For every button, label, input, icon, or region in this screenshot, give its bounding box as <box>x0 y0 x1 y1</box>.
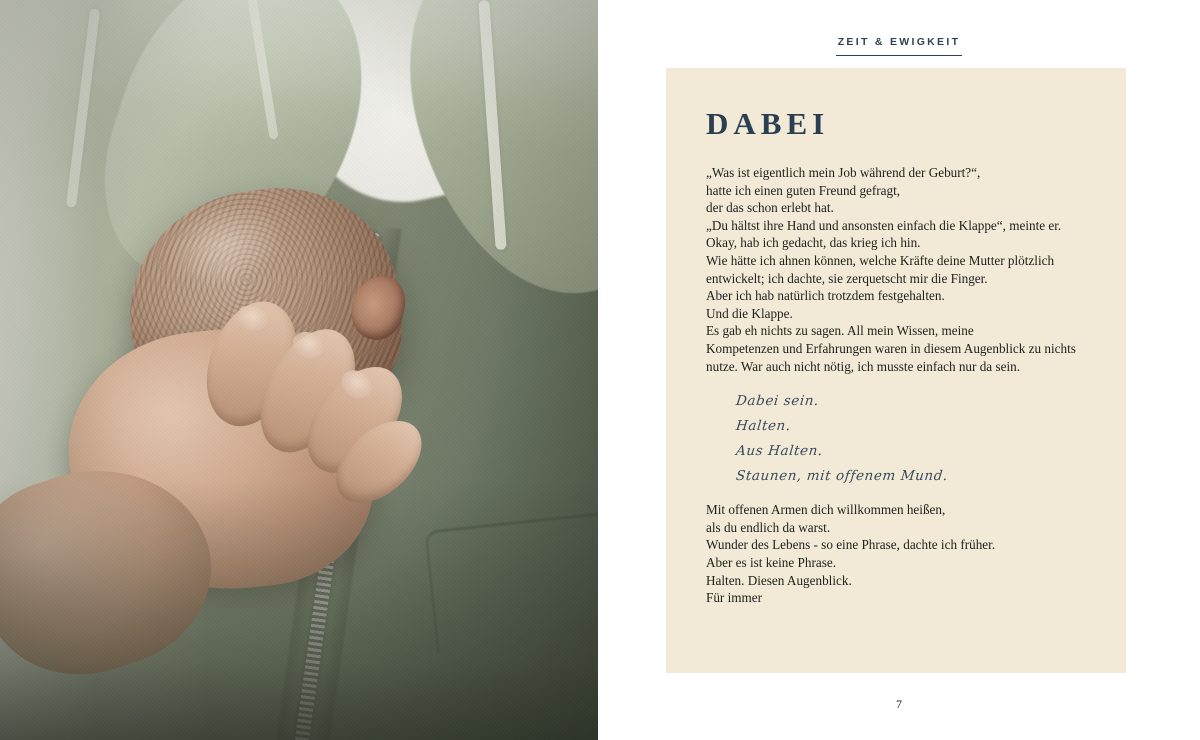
poem-line: entwickelt; ich dachte, sie zerquetscht mir die Finger. <box>706 270 988 286</box>
poem-line: Es gab eh nichts zu sagen. All mein Wissen, meine <box>706 323 974 339</box>
running-head: ZEIT & EWIGKEIT <box>837 36 961 48</box>
poem-line: Halten. Diesen Augenblick. <box>706 572 852 588</box>
fabric-shadow-bottom <box>0 480 598 740</box>
poem-line: Wie hätte ich ahnen können, welche Kräfte deine Mutter plötzlich <box>706 252 1055 268</box>
poem-stanza-two <box>706 501 1088 607</box>
text-page <box>598 0 1200 740</box>
poem-stanza-one <box>706 164 1088 375</box>
poem-line: der das schon erlebt hat. <box>706 200 834 216</box>
page-title: DABEI <box>706 106 830 141</box>
poem-line: Wunder des Lebens - so eine Phrase, dachte ich früher. <box>706 537 996 553</box>
poem-line: als du endlich da warst. <box>706 519 831 535</box>
photo-page <box>0 0 598 740</box>
handwritten-block <box>706 389 1088 489</box>
poem-line: „Du hältst ihre Hand und ansonsten einfach die Klappe“, meinte er. <box>706 217 1062 233</box>
poem-line: Kompetenzen und Erfahrungen waren in diesem Augenblick zu nichts <box>706 340 1076 356</box>
poem-line: Mit offenen Armen dich willkommen heißen, <box>706 502 946 518</box>
poem-line: Aber ich hab natürlich trotzdem festgehalten. <box>706 288 945 304</box>
photograph <box>0 0 598 740</box>
poem-line: „Was ist eigentlich mein Job während der Geburt?“, <box>706 165 981 180</box>
running-head-rule <box>836 55 962 56</box>
poem-line: Okay, hab ich gedacht, das krieg ich hin. <box>706 235 921 251</box>
poem-line: nutze. War auch nicht nötig, ich musste einfach nur da sein. <box>706 358 1021 374</box>
handwritten-line: Staunen, mit offenem Mund. <box>735 468 949 485</box>
page-number: 7 <box>896 697 902 711</box>
handwritten-line: Dabei sein. <box>735 393 820 410</box>
poem-line: hatte ich einen guten Freund gefragt, <box>706 182 901 198</box>
poem-line: Und die Klappe. <box>706 305 793 321</box>
poem-line: Aber es ist keine Phrase. <box>706 554 837 570</box>
poem-line: Für immer <box>706 590 763 606</box>
poem-panel <box>666 68 1126 673</box>
handwritten-line: Halten. <box>735 418 792 435</box>
handwritten-line: Aus Halten. <box>735 443 824 460</box>
